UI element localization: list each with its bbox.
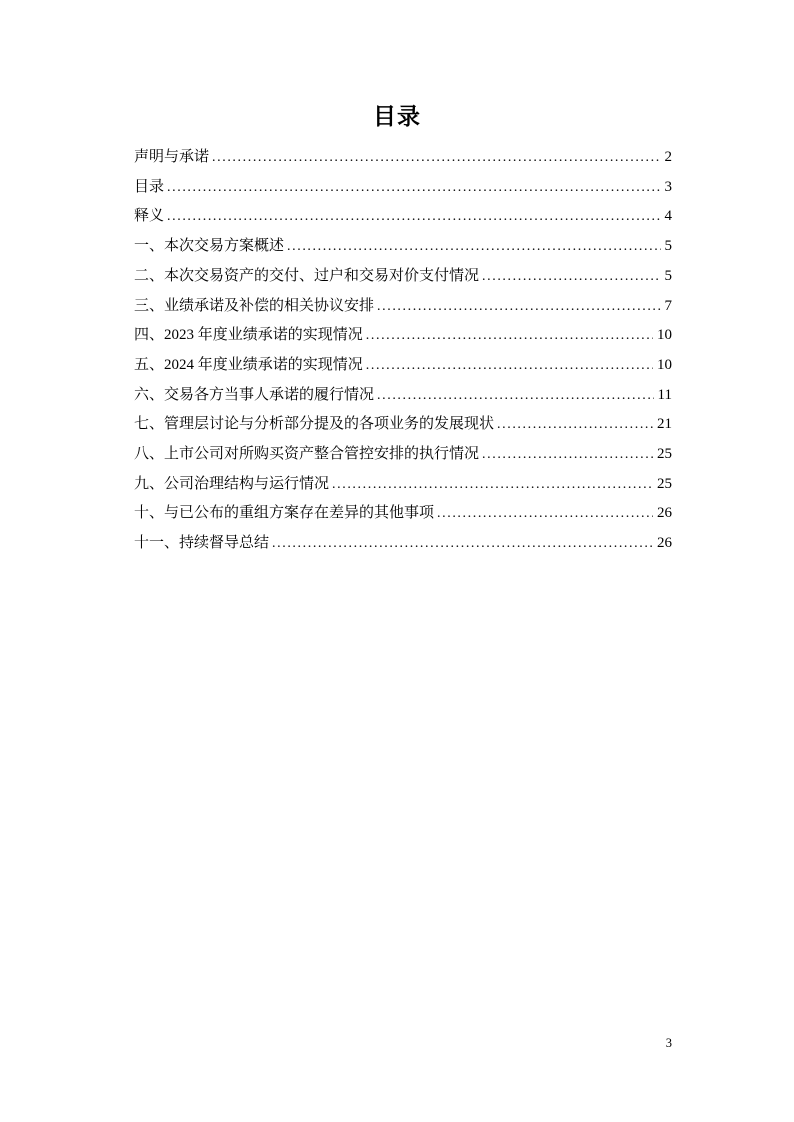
toc-leader-dots (437, 499, 653, 529)
toc-entry-label: 声明与承诺 (134, 149, 210, 165)
toc-leader-dots (332, 470, 653, 500)
toc-entry-label: 五、2024 年度业绩承诺的实现情况 (134, 356, 363, 373)
toc-entry[interactable] (134, 143, 672, 173)
toc-entry-page: 26 (657, 535, 672, 552)
toc-entry[interactable] (134, 499, 672, 529)
toc-leader-dots (377, 292, 660, 322)
toc-leader-dots (366, 351, 653, 381)
toc-entry[interactable] (134, 232, 672, 262)
toc-entry[interactable] (134, 470, 672, 500)
toc-entry-label: 一、本次交易方案概述 (134, 238, 285, 255)
toc-entry-page: 2 (664, 149, 672, 165)
toc-entry[interactable] (134, 410, 672, 440)
toc-entry-label: 四、2023 年度业绩承诺的实现情况 (134, 327, 363, 344)
toc-entry-page: 11 (657, 386, 672, 403)
toc-entry-page: 25 (657, 446, 672, 463)
toc-entry[interactable] (134, 202, 672, 232)
toc-leader-dots (482, 262, 660, 292)
toc-entry[interactable] (134, 262, 672, 292)
toc-entry-page: 26 (657, 505, 672, 522)
toc-entry[interactable] (134, 529, 672, 559)
footer-page-number: 3 (665, 1036, 672, 1050)
toc-entry-label: 十一、持续督导总结 (134, 535, 270, 552)
toc-leader-dots (366, 321, 653, 351)
toc-entry-label: 八、上市公司对所购买资产整合管控安排的执行情况 (134, 446, 480, 463)
page-title: 目录 (373, 103, 421, 129)
toc-entry[interactable] (134, 173, 672, 203)
toc-entry-page: 4 (664, 208, 672, 225)
toc-leader-dots (377, 381, 654, 411)
toc-entry-label: 释义 (134, 208, 165, 225)
toc-entry-page: 10 (657, 327, 672, 344)
toc-entry-label: 三、业绩承诺及补偿的相关协议安排 (134, 297, 375, 314)
toc-list (134, 143, 672, 559)
toc-entry-page: 3 (664, 178, 672, 195)
toc-leader-dots (212, 143, 660, 173)
toc-leader-dots (272, 529, 653, 559)
toc-leader-dots (482, 440, 653, 470)
toc-entry-label: 六、交易各方当事人承诺的履行情况 (134, 386, 375, 403)
toc-entry-page: 5 (664, 238, 672, 255)
toc-entry-page: 21 (657, 416, 672, 433)
toc-entry-label: 十、与已公布的重组方案存在差异的其他事项 (134, 505, 435, 522)
toc-entry-label: 七、管理层讨论与分析部分提及的各项业务的发展现状 (134, 416, 495, 433)
toc-leader-dots (167, 173, 660, 203)
toc-entry[interactable] (134, 351, 672, 381)
toc-entry-page: 5 (664, 267, 672, 284)
toc-leader-dots (497, 410, 653, 440)
toc-entry[interactable] (134, 440, 672, 470)
toc-entry-page: 10 (657, 356, 672, 373)
toc-entry-label: 目录 (134, 178, 165, 195)
toc-entry[interactable] (134, 321, 672, 351)
toc-entry-page: 7 (664, 297, 672, 314)
toc-leader-dots (287, 232, 660, 262)
toc-entry[interactable] (134, 292, 672, 322)
page-footer (666, 1036, 672, 1051)
toc-entry-label: 二、本次交易资产的交付、过户和交易对价支付情况 (134, 267, 480, 284)
toc-entry-page: 25 (657, 475, 672, 492)
toc-entry-label: 九、公司治理结构与运行情况 (134, 475, 330, 492)
toc-entry[interactable] (134, 381, 672, 411)
toc-leader-dots (167, 202, 660, 232)
